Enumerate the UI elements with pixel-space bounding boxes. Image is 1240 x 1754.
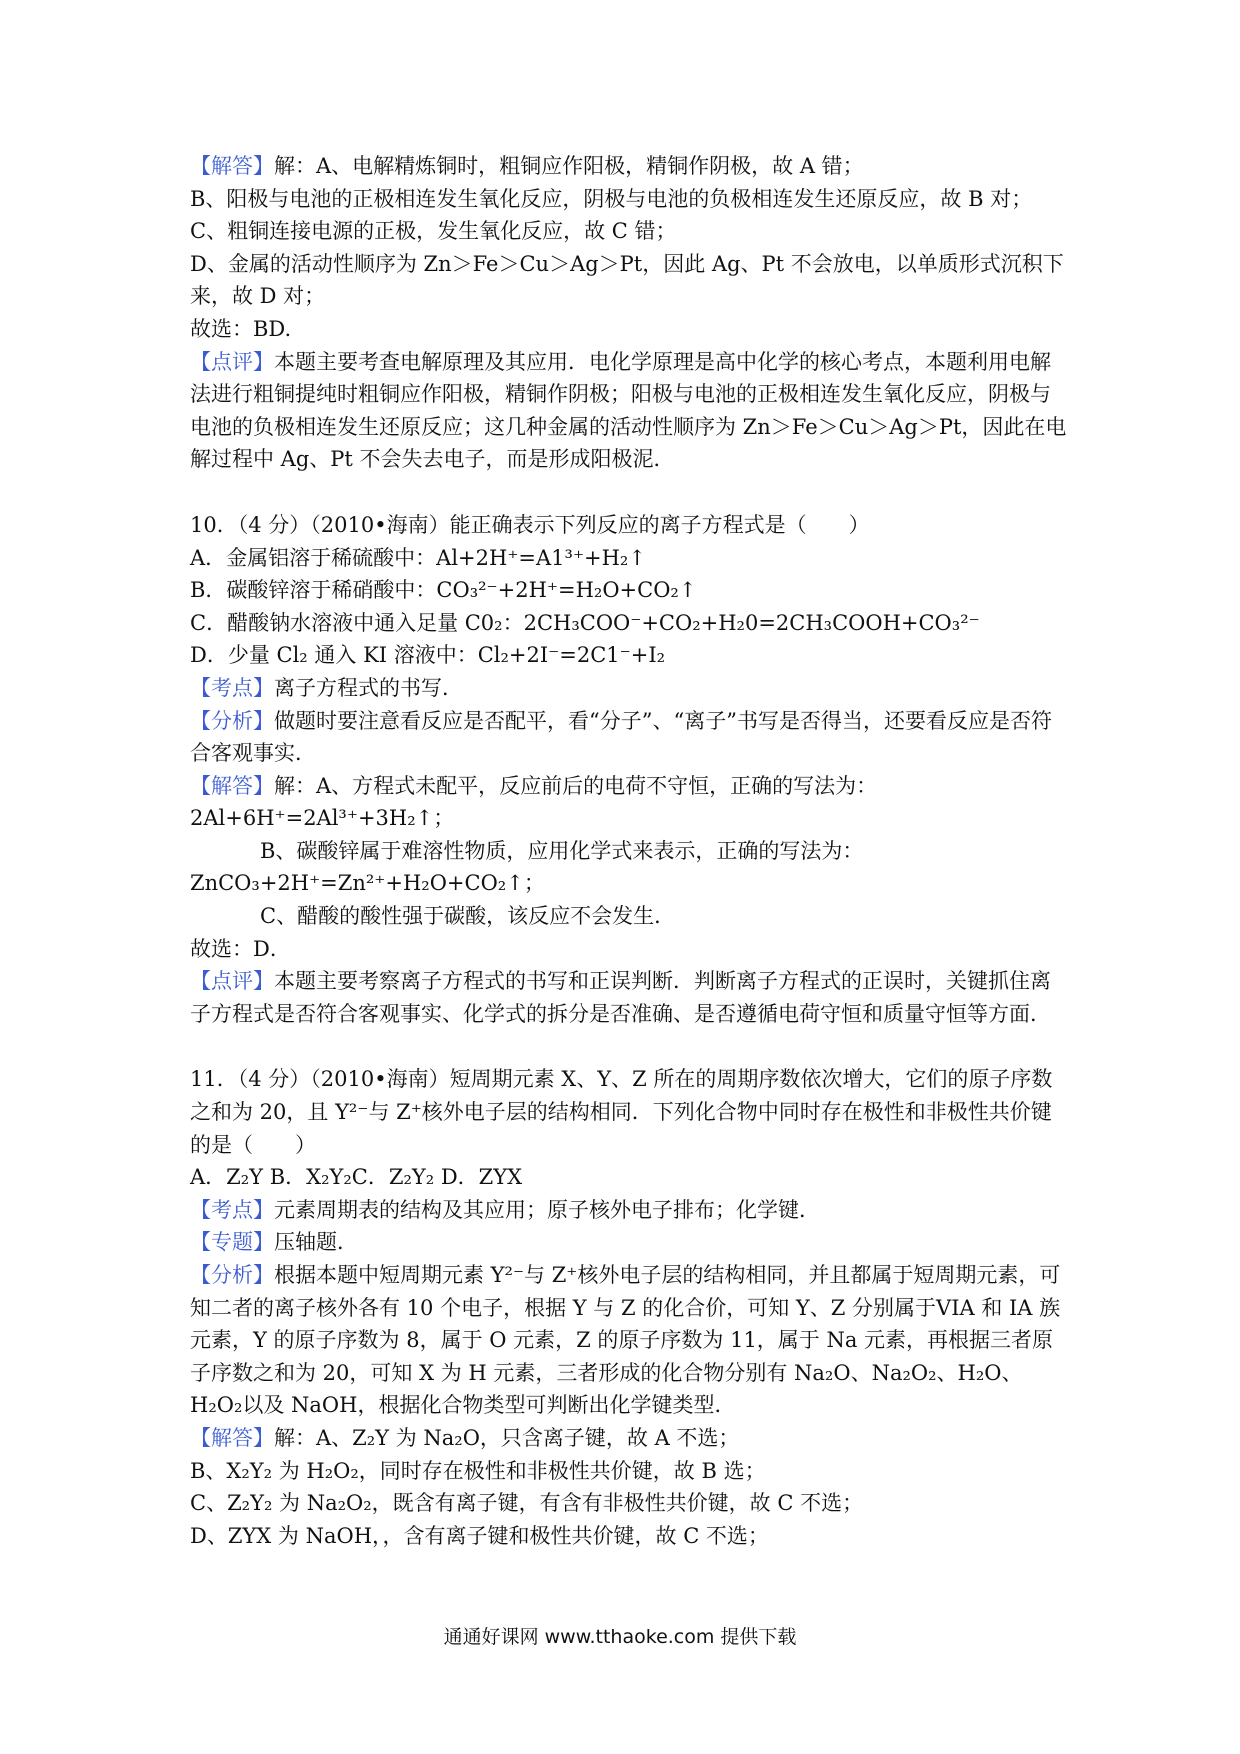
- q10-stem: 10．（4 分）（2010•海南）能正确表示下列反应的离子方程式是（ ）: [190, 512, 870, 537]
- kaodian-tag: 【考点】: [190, 1197, 274, 1222]
- q9-answer-line-4: D、金属的活动性顺序为 Zn＞Fe＞Cu＞Ag＞Pt，因此 Ag、Pt 不会放电，以单质形式沉积下来，故 D 对；: [190, 251, 1064, 309]
- q11-jieda-c: C、Z₂Y₂ 为 Na₂O₂，既含有离子键，有含有非极性共价键，故 C 不选；: [190, 1491, 864, 1516]
- q10-equation-a: 2Al+6H⁺=2Al³⁺+3H₂↑；: [190, 806, 455, 831]
- q11-stem: 11．（4 分）（2010•海南）短周期元素 X、Y、Z 所在的周期序数依次增大，它们的原子序数之和为 20，且 Y²⁻与 Z⁺核外电子层的结构相同．下列化合物中同时存在极性和非极性共价键的是（ ）: [190, 1067, 1053, 1157]
- kaodian-tag: 【考点】: [190, 675, 274, 700]
- q10-jieda: 【解答】解：A、方程式未配平，反应前后的电荷不守恒，正确的写法为：: [190, 773, 878, 798]
- page-footer: 通通好课网 www.tthaoke.com 提供下载: [443, 1626, 797, 1648]
- q10-option-a: A．金属铝溶于稀硫酸中：Al+2H⁺=A1³⁺+H₂↑: [190, 545, 646, 570]
- q11-options: A．Z₂Y B．X₂Y₂C．Z₂Y₂ D．ZYX: [190, 1165, 523, 1190]
- jieda-tag: 【解答】: [190, 1425, 274, 1450]
- answer-tag: 【解答】: [190, 154, 274, 178]
- q10-fenxi: 【分析】做题时要注意看反应是否配平，看“分子”、“离子”书写是否得当，还要看反应是否符合客观事实．: [190, 708, 1052, 766]
- q9-choice: 故选：BD.: [190, 316, 292, 341]
- dianping-tag: 【点评】: [190, 969, 274, 994]
- fenxi-tag: 【分析】: [190, 1263, 274, 1287]
- q9-answer-line-2: B、阳极与电池的正极相连发生氧化反应，阴极与电池的负极相连发生还原反应，故 B 对；: [190, 186, 1033, 211]
- q11-kaodian: 【考点】元素周期表的结构及其应用；原子核外电子排布；化学键．: [190, 1197, 820, 1222]
- q10-equation-b: ZnCO₃+2H⁺=Zn²⁺+H₂O+CO₂↑；: [190, 871, 545, 896]
- q9-comment: 【点评】本题主要考查电解原理及其应用．电化学原理是高中化学的核心考点，本题利用电解法进行粗铜提纯时粗铜应作阳极，精铜作阴极；阳极与电池的正极相连发生氧化反应，阴极与电池的负极相连发生还原反应；这几种金属的活动性顺序为 Zn＞Fe＞Cu＞Ag＞Pt，因此在电解过程中 Ag、Pt 不会失去电子，而是形成阳极泥．: [190, 349, 1067, 472]
- q9-answer-line-1: 【解答】解：A、电解精炼铜时，粗铜应作阳极，精铜作阴极，故 A 错；: [190, 154, 864, 178]
- q10-kaodian: 【考点】离子方程式的书写．: [190, 675, 463, 700]
- document-body: [190, 150, 1070, 1552]
- q10-jieda-b: B、碳酸锌属于难溶性物质，应用化学式来表示，正确的写法为：: [260, 838, 864, 863]
- q11-jieda-b: B、X₂Y₂ 为 H₂O₂，同时存在极性和非极性共价键，故 B 选；: [190, 1458, 766, 1483]
- q9-answer-line-3: C、粗铜连接电源的正极，发生氧化反应，故 C 错；: [190, 219, 677, 244]
- jieda-tag: 【解答】: [190, 773, 274, 798]
- q10-option-b: B．碳酸锌溶于稀硝酸中：CO₃²⁻+2H⁺=H₂O+CO₂↑: [190, 578, 697, 603]
- spacer: [190, 1030, 1070, 1063]
- q11-fenxi: 【分析】根据本题中短周期元素 Y²⁻与 Z⁺核外电子层的结构相同，并且都属于短周期元素，可知二者的离子核外各有 10 个电子，根据 Y 与 Z 的化合价，可知 Y、Z 分别属于VIA 和 IA 族元素，Y 的原子序数为 8，属于 O 元素，Z 的原子序数为 11，属于 Na 元素，再根据三者原子序数之和为 20，可知 X 为 H 元素，三者形成的化合物分别有 Na₂O、Na₂O₂、H₂O、H₂O₂以及 NaOH，根据化合物类型可判断出化学键类型．: [190, 1263, 1061, 1418]
- q11-jieda-a: 【解答】解：A、Z₂Y 为 Na₂O，只含离子键，故 A 不选；: [190, 1425, 740, 1450]
- q10-option-c: C．醋酸钠水溶液中通入足量 C0₂：2CH₃COO⁻+CO₂+H₂0=2CH₃COOH+CO₃²⁻: [190, 610, 980, 635]
- q11-zhuanti: 【专题】压轴题．: [190, 1230, 358, 1255]
- q10-option-d: D．少量 Cl₂ 通入 KI 溶液中：Cl₂+2I⁻=2C1⁻+I₂: [190, 643, 666, 668]
- spacer: [190, 476, 1070, 509]
- q11-jieda-d: D、ZYX 为 NaOH，，含有离子键和极性共价键，故 C 不选；: [190, 1523, 769, 1548]
- q10-choice: 故选：D．: [190, 936, 291, 961]
- fenxi-tag: 【分析】: [190, 708, 274, 733]
- comment-tag: 【点评】: [190, 349, 274, 374]
- zhuanti-tag: 【专题】: [190, 1230, 274, 1255]
- q10-dianping: 【点评】本题主要考察离子方程式的书写和正误判断．判断离子方程式的正误时，关键抓住离子方程式是否符合客观事实、化学式的拆分是否准确、是否遵循电荷守恒和质量守恒等方面．: [190, 969, 1051, 1026]
- q10-jieda-c: C、醋酸的酸性强于碳酸，该反应不会发生．: [260, 904, 676, 929]
